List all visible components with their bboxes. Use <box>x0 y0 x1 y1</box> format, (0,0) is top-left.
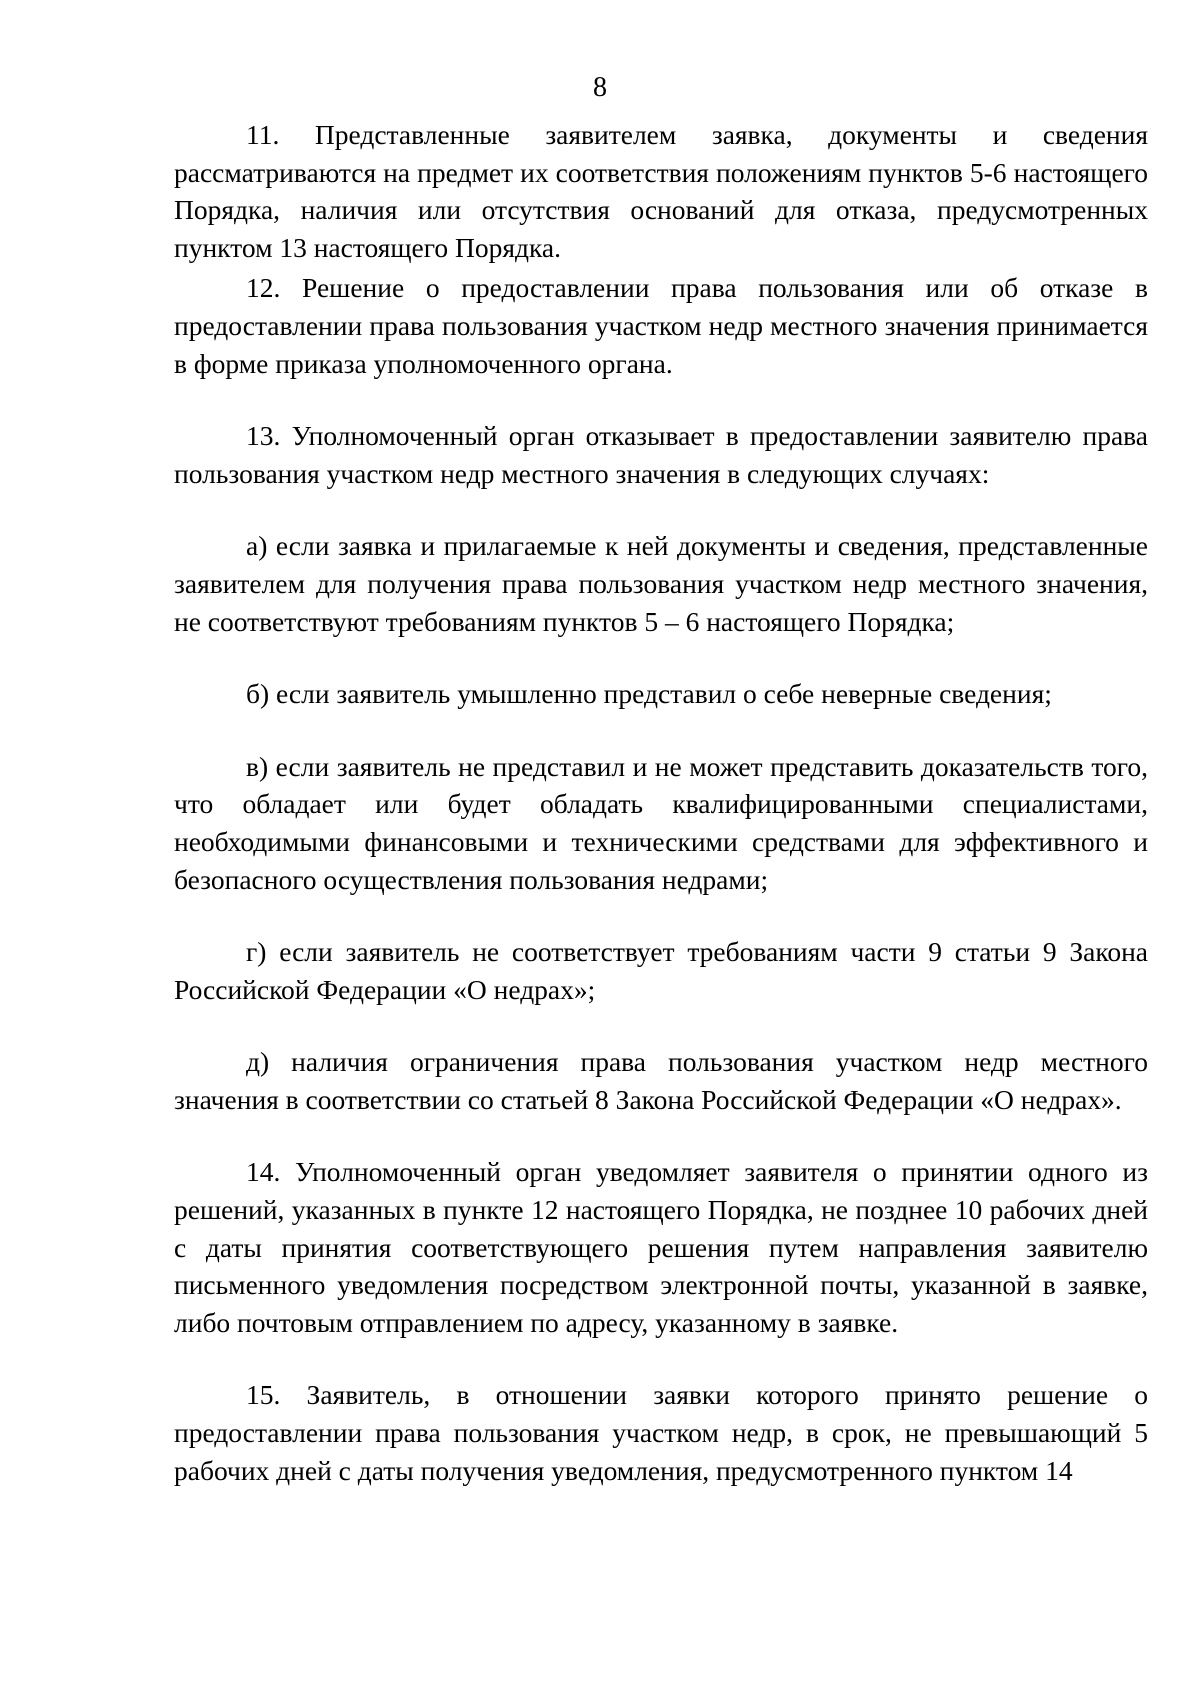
paragraph-11: 11. Представленные заявителем заявка, документы и сведения рассматриваются на предмет их соответствия положениям пунктов 5-6 настоящего Порядка, наличия или отсутствия оснований для отказа, предусмотренных пунктом 13 настоящего Порядка. <box>174 119 1148 263</box>
paragraph-13: 13. Уполномоченный орган отказывает в предоставлении заявителю права пользования участком недр местного значения в следующих случаях: <box>174 420 1148 489</box>
document-body <box>174 116 1148 1489</box>
paragraph-13-g: г) если заявитель не соответствует требованиям части 9 статьи 9 Закона Российской Федерации «О недрах»; <box>174 936 1148 1005</box>
page-number: 8 <box>593 72 607 103</box>
paragraph-14: 14. Уполномоченный орган уведомляет заявителя о принятии одного из решений, указанных в пункте 12 настоящего Порядка, не позднее 10 рабочих дней с даты принятия соответствующего решения путем направления заявителю письменного уведомления посредством электронной почты, указанной в заявке, либо почтовым отправлением по адресу, указанному в заявке. <box>174 1156 1148 1338</box>
paragraph-13-b: б) если заявитель умышленно представил о себе неверные сведения; <box>246 678 1052 710</box>
paragraph-13-a: а) если заявка и прилагаемые к ней документы и сведения, представленные заявителем для получения права пользования участком недр местного значения, не соответствуют требованиям пунктов 5 – 6 настоящего Порядка; <box>174 530 1148 637</box>
paragraph-15: 15. Заявитель, в отношении заявки которого принято решение о предоставлении права пользования участком недр, в срок, не превышающий 5 рабочих дней с даты получения уведомления, предусмотренного пунктом 14 <box>174 1379 1148 1486</box>
paragraph-13-v: в) если заявитель не представил и не может представить доказательств того, что обладает или будет обладать квалифицированными специалистами, необходимыми финансовыми и техническими средствами для эффективного и безопасного осуществления пользования недрами; <box>174 750 1148 895</box>
paragraph-12: 12. Решение о предоставлении права пользования или об отказе в предоставлении права пользования участком недр местного значения принимается в форме приказа уполномоченного органа. <box>174 272 1148 379</box>
paragraph-13-d: д) наличия ограничения права пользования участком недр местного значения в соответствии со статьей 8 Закона Российской Федерации «О недрах». <box>174 1046 1148 1115</box>
